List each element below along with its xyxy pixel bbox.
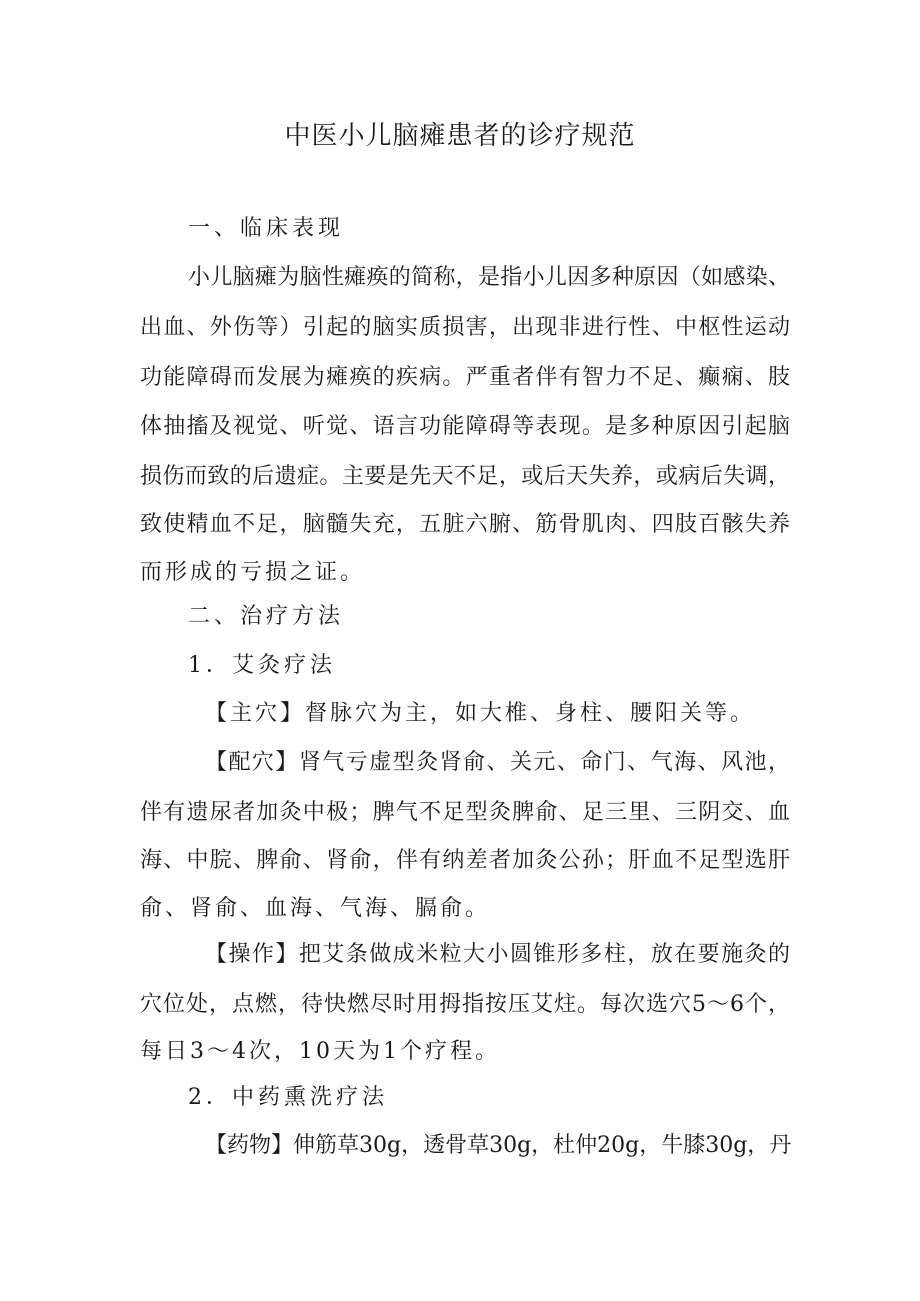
- paragraph-line: 而形成的亏损之证。: [140, 560, 366, 585]
- medicine-line: 【药物】伸筋草30g，透骨草30g，杜仲20g，牛膝30g，丹: [205, 1133, 792, 1158]
- paragraph-line: 小儿脑瘫为脑性瘫痪的简称，是指小儿因多种原因（如感染、: [188, 265, 790, 290]
- operation-line: 【操作】把艾条做成米粒大小圆锥形多柱，放在要施灸的: [205, 942, 790, 967]
- subsection-heading-herbal-fumigation: 2．中药熏洗疗法: [188, 1085, 388, 1110]
- assist-points-line: 【配穴】肾气亏虚型灸肾俞、关元、命门、气海、风池，: [205, 750, 790, 775]
- section-heading-clinical: 一、临床表现: [188, 216, 345, 241]
- assist-points-line: 海、中脘、脾俞、肾俞，伴有纳差者加灸公孙；肝血不足型选肝: [140, 848, 790, 873]
- operation-line: 穴位处，点燃，待快燃尽时用拇指按压艾炷。每次选穴5～6个，: [140, 992, 790, 1017]
- paragraph-line: 致使精血不足，脑髓失充，五脏六腑、筋骨肌肉、四肢百骸失养: [140, 512, 790, 537]
- paragraph-line: 功能障碍而发展为瘫痪的疾病。严重者伴有智力不足、癫痫、肢: [140, 365, 790, 390]
- paragraph-line: 损伤而致的后遗症。主要是先天不足，或后天失养，或病后失调，: [140, 464, 790, 489]
- paragraph-line: 出血、外伤等）引起的脑实质损害，出现非进行性、中枢性运动: [140, 315, 790, 340]
- paragraph-line: 体抽搐及视觉、听觉、语言功能障碍等表现。是多种原因引起脑: [140, 414, 790, 439]
- document-title: 中医小儿脑瘫患者的诊疗规范: [284, 121, 636, 151]
- assist-points-line: 伴有遗尿者加灸中极；脾气不足型灸脾俞、足三里、三阴交、血: [140, 800, 790, 825]
- main-points-line: 【主穴】督脉穴为主，如大椎、身柱、腰阳关等。: [205, 701, 756, 726]
- operation-line: 每日3～4次，10天为1个疗程。: [140, 1039, 500, 1064]
- subsection-heading-moxibustion: 1．艾灸疗法: [188, 653, 336, 678]
- section-heading-treatment: 二、治疗方法: [188, 604, 345, 629]
- assist-points-line: 俞、肾俞、血海、气海、膈俞。: [140, 896, 491, 921]
